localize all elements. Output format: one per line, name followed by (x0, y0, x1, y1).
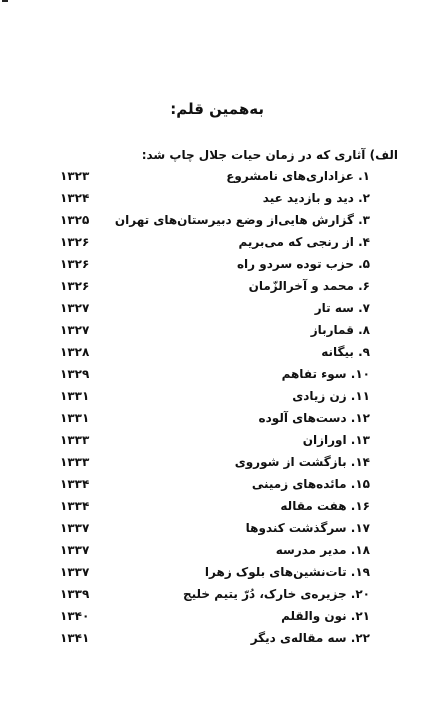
list-item (0, 562, 446, 584)
list-item (0, 584, 446, 606)
work-year: ۱۳۳۱ (60, 389, 90, 403)
work-title: ۱۱. زن زیادی (292, 389, 370, 403)
work-year: ۱۳۲۶ (60, 279, 90, 293)
work-title: ۱. عزاداری‌های نامشروع (226, 169, 370, 183)
list-item (0, 298, 446, 320)
list-item (0, 254, 446, 276)
list-item (0, 386, 446, 408)
work-title: ۹. بیگانه (321, 345, 370, 359)
list-item (0, 628, 446, 650)
work-year: ۱۳۴۱ (60, 631, 90, 645)
work-year: ۱۳۲۹ (60, 367, 90, 381)
work-year: ۱۳۲۳ (60, 169, 90, 183)
list-item (0, 606, 446, 628)
work-title: ۱۶. هفت مقاله (280, 499, 370, 513)
work-title: ۲۰. جزیره‌ی خارک، دُرّ یتیم خلیج (182, 587, 370, 601)
work-year: ۱۳۳۳ (60, 455, 90, 469)
list-item (0, 342, 446, 364)
list-item (0, 474, 446, 496)
work-year: ۱۳۳۹ (60, 587, 90, 601)
work-title: ۱۸. مدیر مدرسه (275, 543, 370, 557)
work-year: ۱۳۲۶ (60, 257, 90, 271)
work-year: ۱۳۲۴ (60, 191, 90, 205)
work-year: ۱۳۳۳ (60, 433, 90, 447)
work-title: ۷. سه تار (314, 301, 370, 315)
work-title: ۲. دید و بازدید عید (262, 191, 370, 205)
work-year: ۱۳۳۴ (60, 499, 90, 513)
list-item (0, 188, 446, 210)
section-title: الف) آثاری که در زمان حیات جلال چاپ شد: (141, 148, 398, 162)
list-item (0, 232, 446, 254)
list-item (0, 452, 446, 474)
list-item (0, 210, 446, 232)
work-title: ۱۴. بازگشت از شوروی (234, 455, 370, 469)
work-title: ۵. حزب توده سردو راه (236, 257, 370, 271)
list-item (0, 408, 446, 430)
work-year: ۱۳۳۷ (60, 543, 90, 557)
work-title: ۸. قمارباز (310, 323, 370, 337)
work-year: ۱۳۲۸ (60, 345, 90, 359)
work-title: ۴. از رنجی که می‌بریم (238, 235, 370, 249)
list-item (0, 540, 446, 562)
work-title: ۳. گزارش هایی‌از وضع دبیرستان‌های تهران (114, 213, 370, 227)
corner-mark (2, 0, 8, 2)
list-item (0, 496, 446, 518)
list-item (0, 518, 446, 540)
work-year: ۱۳۳۷ (60, 565, 90, 579)
work-year: ۱۳۲۵ (60, 213, 90, 227)
work-title: ۱۹. تات‌نشین‌های بلوک زهرا (204, 565, 370, 579)
work-title: ۲۲. سه مقاله‌ی دیگر (250, 631, 370, 645)
work-title: ۶. محمد و آخرالزّمان (248, 279, 370, 293)
list-item (0, 430, 446, 452)
work-title: ۱۲. دست‌های آلوده (258, 411, 370, 425)
page-heading: به‌همین قلم: (170, 100, 264, 118)
work-year: ۱۳۳۱ (60, 411, 90, 425)
work-year: ۱۳۳۷ (60, 521, 90, 535)
work-year: ۱۳۲۷ (60, 301, 90, 315)
work-title: ۱۵. مائده‌های زمینی (251, 477, 370, 491)
list-item (0, 364, 446, 386)
list-item (0, 320, 446, 342)
work-year: ۱۳۴۰ (60, 609, 90, 623)
work-year: ۱۳۳۴ (60, 477, 90, 491)
work-title: ۲۱. نون والقلم (281, 609, 370, 623)
work-title: ۱۳. اورازان (302, 433, 370, 447)
work-title: ۱۰. سوء تفاهم (281, 367, 370, 381)
list-item (0, 276, 446, 298)
list-item (0, 166, 446, 188)
work-year: ۱۳۲۶ (60, 235, 90, 249)
work-title: ۱۷. سرگذشت کندوها (245, 521, 370, 535)
work-year: ۱۳۲۷ (60, 323, 90, 337)
works-list (0, 166, 446, 650)
